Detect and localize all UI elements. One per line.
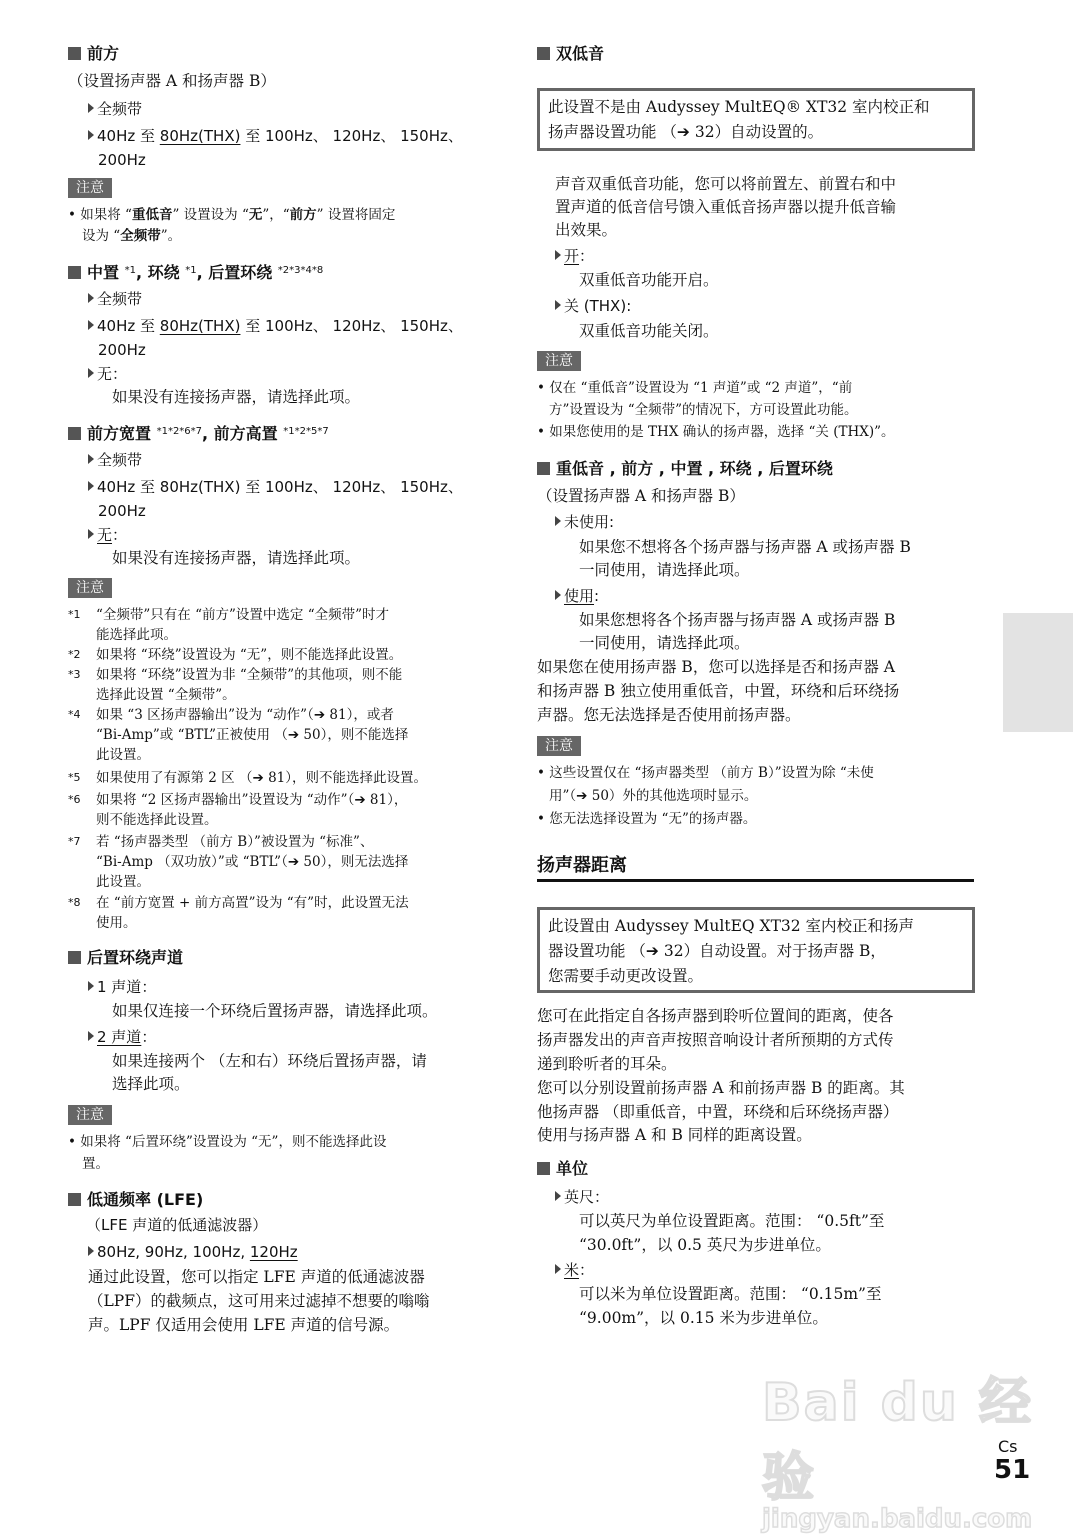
option-2ch: 2 声道： <box>88 1026 156 1048</box>
lfe-desc: 通过此设置，您可以指定 LFE 声道的低通滤波器 <box>88 1268 425 1286</box>
option-frequency-list: 40Hz 至 80Hz(THX) 至 100Hz、 120Hz、 150Hz、 <box>88 125 463 147</box>
option-fullband: 全频带 <box>88 98 142 120</box>
note-item: • 仅在 “重低音”设置设为 “1 声道”或 “2 声道”，“前 <box>537 380 853 396</box>
option-off-desc: 双重低音功能关闭。 <box>579 322 719 340</box>
option-not-used-desc: 如果您不想将各个扬声器与扬声器 A 或扬声器 B <box>579 538 911 556</box>
option-not-used-desc: 一同使用，请选择此项。 <box>579 561 750 579</box>
option-1ch-desc: 如果仅连接一个环绕后置扬声器，请选择此项。 <box>112 1002 438 1020</box>
option-use-desc: 一同使用，请选择此项。 <box>579 634 750 652</box>
footnote-text: 在 “前方宽置 + 前方高置”设为 “有”时，此设置无法 <box>96 895 409 911</box>
speaker-group-subtitle: （设置扬声器 A 和扬声器 B） <box>537 487 745 505</box>
section-title-speaker-distance: 扬声器距离 <box>537 855 627 876</box>
option-meters-desc: “9.00m”，以 0.15 米为步进单位。 <box>579 1309 828 1327</box>
footnote-text: 如果将 “环绕”设置为非 “全频带”的其他项，则不能 <box>96 667 403 683</box>
triangle-bullet-icon <box>88 320 94 330</box>
footnote-marker: *4 <box>68 708 81 721</box>
distance-desc: 他扬声器 （即重低音，中置，环绕和后环绕扬声器） <box>537 1103 899 1121</box>
triangle-bullet-icon <box>555 250 561 260</box>
footnote-text: “Bi-Amp”或 “BTL”正被使用 （➔ 50），则不能选择 <box>96 727 409 743</box>
note-badge: 注意 <box>68 178 112 198</box>
language-code: Cs <box>998 1437 1018 1456</box>
square-bullet-icon <box>68 266 81 279</box>
triangle-bullet-icon <box>88 103 94 113</box>
lfe-desc: （LPF）的截频点，这可用来过滤掉不想要的嗡嗡 <box>88 1292 430 1310</box>
front-subtitle: （设置扬声器 A 和扬声器 B） <box>68 72 276 90</box>
option-use: 使用: <box>555 585 599 607</box>
section-heading-center: 中置 $^{*1}$, 环绕 $^{*1}$, 后置环绕 $^{*2*3*4*8}$ <box>68 260 323 284</box>
triangle-bullet-icon <box>555 300 561 310</box>
square-bullet-icon <box>68 951 81 964</box>
triangle-bullet-icon <box>88 130 94 140</box>
footnote-marker: *2 <box>68 648 81 661</box>
note-item-cont: 置。 <box>82 1156 109 1172</box>
footnote-text: 如果使用了有源第 2 区 （➔ 81），则不能选择此设置。 <box>96 770 427 786</box>
option-on: 开： <box>555 245 594 267</box>
footnote-marker: *1 <box>68 608 81 621</box>
footnote-text: 如果将 “2 区扬声器输出”设置设为 “动作”（➔ 81）， <box>96 792 408 808</box>
note-item: • 如果将 “后置环绕”设置设为 “无”，则不能选择此设 <box>68 1134 387 1150</box>
option-frequency-cont: 200Hz <box>98 502 146 520</box>
double-bass-desc: 出效果。 <box>555 221 618 239</box>
footnote-text: 使用。 <box>96 915 137 931</box>
square-bullet-icon <box>537 462 550 475</box>
footnote-marker: *6 <box>68 793 81 806</box>
lfe-desc: 声。LPF 仅适用会使用 LFE 声道的信号源。 <box>88 1316 400 1334</box>
triangle-bullet-icon <box>555 516 561 526</box>
speaker-group-desc: 和扬声器 B 独立使用重低音，中置，环绕和后环绕扬 <box>537 682 900 700</box>
option-none-desc: 如果没有连接扬声器，请选择此项。 <box>112 549 361 567</box>
section-heading-unit: 单位 <box>537 1158 588 1180</box>
option-none-desc: 如果没有连接扬声器，请选择此项。 <box>112 388 361 406</box>
distance-desc: 您可以分别设置前扬声器 A 和前扬声器 B 的距离。其 <box>537 1079 905 1097</box>
chapter-side-tab <box>1003 613 1073 732</box>
option-feet: 英尺： <box>555 1186 609 1208</box>
option-frequency-cont: 200Hz <box>98 151 146 169</box>
auto-setup-notice-box: 此设置由 Audyssey MultEQ XT32 室内校正和扬声 器设置功能 （➔ 32）自动设置。对于扬声器 B， 您需要手动更改设置。 <box>537 907 975 993</box>
note-badge: 注意 <box>537 351 581 371</box>
option-lfe-frequencies: 80Hz, 90Hz, 100Hz, 120Hz <box>88 1241 298 1263</box>
footnote-text: 若 “扬声器类型 （前方 B）”被设置为 “标准”、 <box>96 834 374 850</box>
distance-desc: 递到聆听者的耳朵。 <box>537 1055 677 1073</box>
footnote-text: “Bi-Amp （双功放）”或 “BTL”（➔ 50），则无法选择 <box>96 854 409 870</box>
option-none: 无： <box>88 363 127 385</box>
baidu-watermark <box>762 1360 1073 1534</box>
triangle-bullet-icon <box>88 454 94 464</box>
triangle-bullet-icon <box>88 1031 94 1041</box>
square-bullet-icon <box>68 47 81 60</box>
double-bass-desc: 声音双重低音功能，您可以将前置左、前置右和中 <box>555 175 897 193</box>
option-meters-desc: 可以米为单位设置距离。范围： “0.15m”至 <box>579 1285 882 1303</box>
section-heading-surround-back: 后置环绕声道 <box>68 947 183 969</box>
option-frequency-list: 40Hz 至 80Hz(THX) 至 100Hz、 120Hz、 150Hz、 <box>88 315 463 337</box>
note-item: • 您无法选择设置为 “无”的扬声器。 <box>537 811 757 827</box>
default-value: 80Hz(THX) <box>159 127 241 145</box>
footnote-marker: *7 <box>68 835 81 848</box>
option-not-used: 未使用: <box>555 511 614 533</box>
distance-desc: 扬声器发出的声音声按照音响设计者所预期的方式传 <box>537 1031 894 1049</box>
note-item: • 这些设置仅在 “扬声器类型 （前方 B）”设置为除 “未使 <box>537 765 874 781</box>
note-badge: 注意 <box>68 578 112 598</box>
section-heading-speaker-group: 重低音 , 前方 , 中置 , 环绕 , 后置环绕 <box>537 458 833 480</box>
triangle-bullet-icon <box>88 981 94 991</box>
option-fullband: 全频带 <box>88 449 142 471</box>
distance-desc: 使用与扬声器 A 和 B 同样的距离设置。 <box>537 1126 812 1144</box>
footnote-text: 则不能选择此设置。 <box>96 812 218 828</box>
footnote-marker: *3 <box>68 668 81 681</box>
section-heading-double-bass: 双低音 <box>537 43 604 65</box>
watermark-logo-text: Bai du 经验 <box>762 1373 1033 1508</box>
double-bass-desc: 置声道的低音信号馈入重低音扬声器以提升低音输 <box>555 198 897 216</box>
footnote-text: 此设置。 <box>96 747 150 763</box>
option-on-desc: 双重低音功能开启。 <box>579 271 719 289</box>
square-bullet-icon <box>68 427 81 440</box>
option-none: 无： <box>88 524 127 546</box>
triangle-bullet-icon <box>555 590 561 600</box>
footnote-text: 选择此设置 “全频带”。 <box>96 687 236 703</box>
footnote-text: 如果将 “环绕”设置设为 “无”，则不能选择此设置。 <box>96 647 403 663</box>
section-heading-wide-height: 前方宽置 $^{*1*2*6*7}$, 前方高置 $^{*1*2*5*7}$ <box>68 421 329 445</box>
section-heading-lfe: 低通频率 (LFE) <box>68 1189 203 1211</box>
triangle-bullet-icon <box>88 1246 94 1256</box>
speaker-group-desc: 声器。您无法选择是否使用前扬声器。 <box>537 706 801 724</box>
note-item: • 如果您使用的是 THX 确认的扬声器，选择 “关 (THX)”。 <box>537 424 895 440</box>
watermark-url: jingyan.baidu.com <box>762 1504 1033 1534</box>
note-badge: 注意 <box>537 736 581 756</box>
square-bullet-icon <box>537 47 550 60</box>
note-item-cont: 用”（➔ 50）外的其他选项时显示。 <box>549 788 758 804</box>
option-feet-desc: 可以英尺为单位设置距离。范围： “0.5ft”至 <box>579 1212 885 1230</box>
option-use-desc: 如果您想将各个扬声器与扬声器 A 或扬声器 B <box>579 611 896 629</box>
footnote-text: 如果 “3 区扬声器输出”设为 “动作”（➔ 81），或者 <box>96 707 394 723</box>
square-bullet-icon <box>537 1162 550 1175</box>
triangle-bullet-icon <box>88 529 94 539</box>
triangle-bullet-icon <box>88 481 94 491</box>
footnote-text: “全频带”只有在 “前方”设置中选定 “全频带”时才 <box>96 607 389 623</box>
note-item: • 如果将 “重低音” 设置设为 “无”，“前方” 设置将固定 <box>68 207 396 223</box>
auto-setup-notice-box: 此设置不是由 Audyssey MultEQ® XT32 室内校正和 扬声器设置功能 （➔ 32）自动设置的。 <box>537 88 975 151</box>
footnote-text: 能选择此项。 <box>96 627 177 643</box>
note-item-cont: 设为 “全频带”。 <box>82 228 182 244</box>
note-item-cont: 方”设置设为 “全频带”的情况下，方可设置此功能。 <box>549 402 858 418</box>
option-meters: 米： <box>555 1259 594 1281</box>
speaker-group-desc: 如果您在使用扬声器 B，您可以选择是否和扬声器 A <box>537 658 895 676</box>
distance-desc: 您可在此指定自各扬声器到聆听位置间的距离，使各 <box>537 1007 894 1025</box>
triangle-bullet-icon <box>88 368 94 378</box>
section-divider <box>537 879 974 882</box>
footnote-marker: *5 <box>68 771 81 784</box>
option-fullband: 全频带 <box>88 288 142 310</box>
section-heading-front: 前方 <box>68 43 119 65</box>
note-badge: 注意 <box>68 1105 112 1125</box>
triangle-bullet-icon <box>88 293 94 303</box>
option-feet-desc: “30.0ft”，以 0.5 英尺为步进单位。 <box>579 1236 831 1254</box>
option-2ch-desc: 如果连接两个 （左和右）环绕后置扬声器，请 <box>112 1052 427 1070</box>
option-off-thx: 关 (THX): <box>555 295 631 317</box>
triangle-bullet-icon <box>555 1264 561 1274</box>
lfe-subtitle: （LFE 声道的低通滤波器） <box>86 1216 268 1234</box>
option-frequency-cont: 200Hz <box>98 341 146 359</box>
option-1ch: 1 声道： <box>88 976 156 998</box>
triangle-bullet-icon <box>555 1191 561 1201</box>
option-frequency-list: 40Hz 至 80Hz(THX) 至 100Hz、 120Hz、 150Hz、 <box>88 476 463 498</box>
page-number: 51 <box>994 1455 1031 1485</box>
footnote-marker: *8 <box>68 896 81 909</box>
footnote-text: 此设置。 <box>96 874 150 890</box>
square-bullet-icon <box>68 1193 81 1206</box>
option-2ch-desc-cont: 选择此项。 <box>112 1075 190 1093</box>
